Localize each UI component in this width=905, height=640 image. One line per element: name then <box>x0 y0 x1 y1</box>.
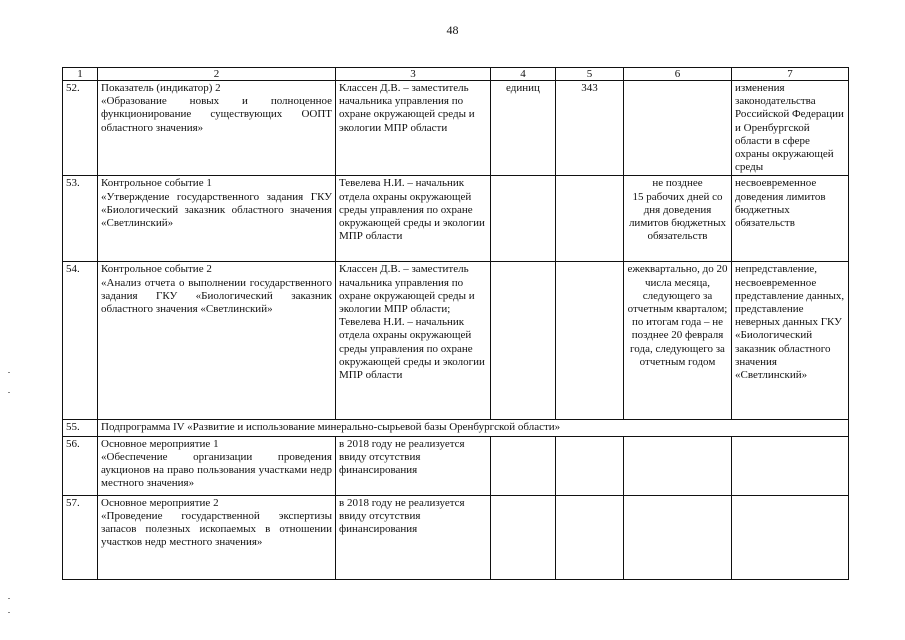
row-deadline <box>624 495 732 579</box>
row-consequences: непредставление, несвоевременное представление данных, представление неверных данных ГКУ «Биологический заказник областного значения «Светлинский» <box>732 262 849 420</box>
column-header: 5 <box>556 68 624 81</box>
row-name: Основное мероприятие 2 «Проведение государственной экспертизы запасов полезных ископаемых в отношении участков недр местного значения» <box>98 495 336 579</box>
row-unit <box>491 262 556 420</box>
row-value <box>556 436 624 495</box>
row-consequences: несвоевременное доведения лимитов бюджетных обязательств <box>732 176 849 262</box>
row-consequences: изменения законодательства Российской Федерации и Оренбургской области в сфере охраны окружающей среды <box>732 81 849 176</box>
margin-mark <box>8 372 10 373</box>
row-unit: единиц <box>491 81 556 176</box>
row-value <box>556 262 624 420</box>
table-row <box>63 176 849 262</box>
row-number: 56. <box>63 436 98 495</box>
row-responsible: Классен Д.В. – заместитель начальника управления по охране окружающей среды и экологии МПР области; Тевелева Н.И. – начальник отдела охраны окружающей среды управления по охране окружающей среды и экологии МПР области <box>336 262 491 420</box>
row-value <box>556 495 624 579</box>
column-number-row <box>63 68 849 81</box>
row-value <box>556 176 624 262</box>
row-unit <box>491 176 556 262</box>
row-name: Основное мероприятие 1 «Обеспечение организации проведения аукционов на право пользования участками недр местного значения» <box>98 436 336 495</box>
row-consequences <box>732 436 849 495</box>
row-name: Показатель (индикатор) 2 «Образование новых и полноценное функционирование существующих ООПТ областного значения» <box>98 81 336 176</box>
table-row <box>63 262 849 420</box>
row-deadline: не позднее 15 рабочих дней со дня доведения лимитов бюджетных обязательств <box>624 176 732 262</box>
margin-mark <box>8 598 10 599</box>
row-responsible: в 2018 году не реализуется ввиду отсутствия финансирования <box>336 495 491 579</box>
column-header: 7 <box>732 68 849 81</box>
row-value: 343 <box>556 81 624 176</box>
section-title: Подпрограмма IV «Развитие и использование минерально-сырьевой базы Оренбургской области» <box>98 420 849 436</box>
row-name: Контрольное событие 1 «Утверждение государственного задания ГКУ «Биологический заказник областного значения «Светлинский» <box>98 176 336 262</box>
table-row <box>63 81 849 176</box>
row-responsible: Классен Д.В. – заместитель начальника управления по охране окружающей среды и экологии МПР области <box>336 81 491 176</box>
margin-mark <box>8 392 10 393</box>
plan-table <box>62 67 849 580</box>
column-header: 3 <box>336 68 491 81</box>
row-responsible: в 2018 году не реализуется ввиду отсутствия финансирования <box>336 436 491 495</box>
row-unit <box>491 436 556 495</box>
column-header: 4 <box>491 68 556 81</box>
table-row <box>63 436 849 495</box>
row-deadline <box>624 436 732 495</box>
column-header: 2 <box>98 68 336 81</box>
page-number: 48 <box>446 23 459 37</box>
row-deadline <box>624 81 732 176</box>
row-consequences <box>732 495 849 579</box>
row-responsible: Тевелева Н.И. – начальник отдела охраны окружающей среды управления по охране окружающей среды и экологии МПР области <box>336 176 491 262</box>
row-number: 55. <box>63 420 98 436</box>
column-header: 6 <box>624 68 732 81</box>
row-number: 57. <box>63 495 98 579</box>
column-header: 1 <box>63 68 98 81</box>
table-row <box>63 495 849 579</box>
row-unit <box>491 495 556 579</box>
row-number: 54. <box>63 262 98 420</box>
row-number: 52. <box>63 81 98 176</box>
row-name: Контрольное событие 2 «Анализ отчета о выполнении государственного задания ГКУ «Биологический заказник областного значения «Светлинский» <box>98 262 336 420</box>
section-row <box>63 420 849 436</box>
row-number: 53. <box>63 176 98 262</box>
margin-mark <box>8 612 10 613</box>
row-deadline: ежеквартально, до 20 числа месяца, следующего за отчетным кварталом; по итогам года – не позднее 20 февраля года, следующего за отчетным годом <box>624 262 732 420</box>
